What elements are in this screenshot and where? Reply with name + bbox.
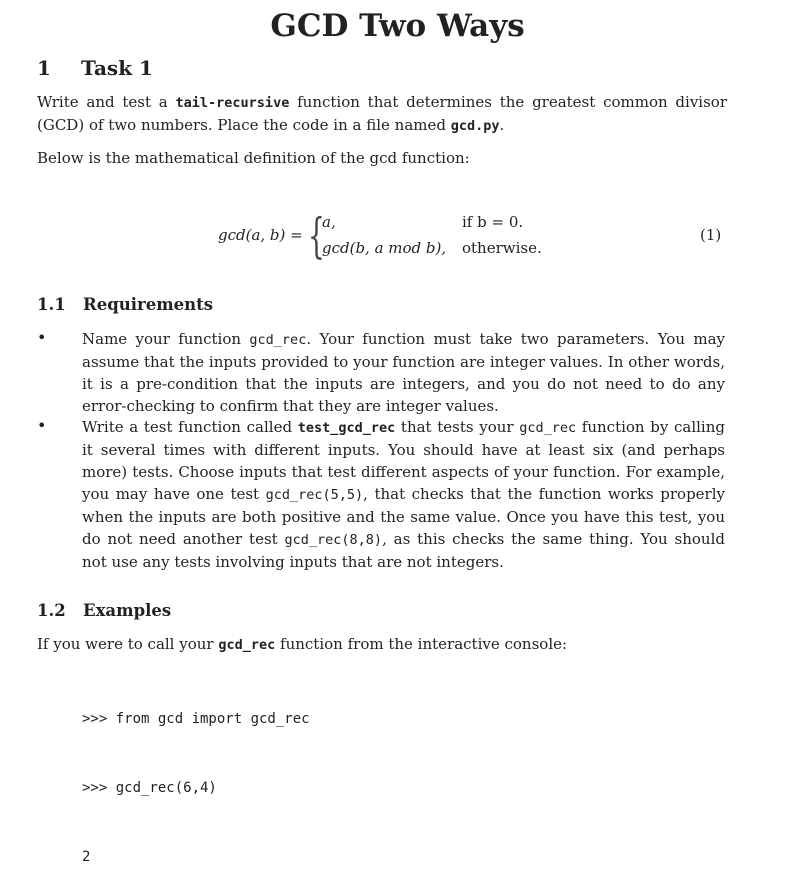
equation-case2-value: gcd(b, a mod b), xyxy=(322,239,447,257)
console-line: >>> gcd_rec(6,4) xyxy=(82,780,217,796)
text-run: Write and test a xyxy=(37,93,176,111)
console-line: 2 xyxy=(82,849,91,865)
text-run: function that determines the greatest common divisor (GCD) of two numbers. Place the code in a file named xyxy=(37,93,727,134)
code-example-5-5: gcd_rec(5,5) xyxy=(265,487,364,503)
text-run: , as this checks the same thing. You should not use any tests involving inputs that are not integers. xyxy=(82,530,725,571)
console-example xyxy=(82,662,310,892)
text-run: . xyxy=(499,116,505,134)
console-line: >>> from gcd import gcd_rec xyxy=(82,711,310,727)
text-run: function from the interactive console: xyxy=(275,635,568,653)
text-run: that tests your xyxy=(395,418,520,436)
task-intro-paragraph xyxy=(37,91,727,137)
subsection-number: 1.2 xyxy=(37,601,66,620)
page-title: GCD Two Ways xyxy=(270,8,525,44)
bullet-marker: • xyxy=(37,416,47,435)
subsection-title: Requirements xyxy=(83,295,214,314)
text-run: , that checks that the function works properly when the inputs are both positive and the same value. Once you have this test, you do not need another test xyxy=(82,485,725,548)
text-run: Write a test function called xyxy=(82,418,298,436)
section-number: 1 xyxy=(37,56,51,80)
code-gcd-rec: gcd_rec xyxy=(519,420,577,436)
subsection-number: 1.1 xyxy=(37,295,66,314)
equation-case2-condition: otherwise. xyxy=(462,239,542,257)
text-run: If you were to call your xyxy=(37,635,219,653)
subsection-title: Examples xyxy=(83,601,172,620)
code-gcd-rec: gcd_rec xyxy=(249,332,307,348)
bullet-marker: • xyxy=(37,328,47,347)
code-example-8-8: gcd_rec(8,8) xyxy=(284,532,383,548)
requirement-item-2 xyxy=(82,416,725,573)
code-filename: gcd.py xyxy=(450,118,500,134)
code-test-gcd-rec: test_gcd_rec xyxy=(297,420,396,436)
requirement-item-1 xyxy=(82,328,725,417)
equation-number: (1) xyxy=(700,226,722,244)
code-tail-recursive: tail-recursive xyxy=(175,95,290,111)
subsection-heading-requirements xyxy=(37,295,213,314)
text-run: function by calling it several times with different inputs. You should have at least six (and perhaps more) tests. Choose inputs that test different aspects of your function. For example, you may have one test xyxy=(82,418,725,503)
definition-intro-paragraph: Below is the mathematical definition of the gcd function: xyxy=(37,149,470,167)
subsection-heading-examples xyxy=(37,601,171,620)
text-run: . Your function must take two parameters. You may assume that the inputs provided to your function are integer values. In other words, it is a pre-condition that the inputs are integers, and you do not need to do any error-checking to confirm that they are integer values. xyxy=(82,330,725,415)
equation-case1-value: a, xyxy=(322,213,336,231)
gcd-equation xyxy=(0,210,795,266)
equation-case1-condition: if b = 0. xyxy=(462,213,524,231)
section-title: Task 1 xyxy=(81,56,153,80)
text-run: Name your function xyxy=(82,330,250,348)
equation-lhs: gcd(a, b) = xyxy=(218,226,303,244)
code-gcd-rec: gcd_rec xyxy=(218,637,276,653)
examples-intro-paragraph xyxy=(37,633,727,656)
equation-brace: { xyxy=(308,208,325,264)
section-heading-task-1 xyxy=(37,56,153,80)
